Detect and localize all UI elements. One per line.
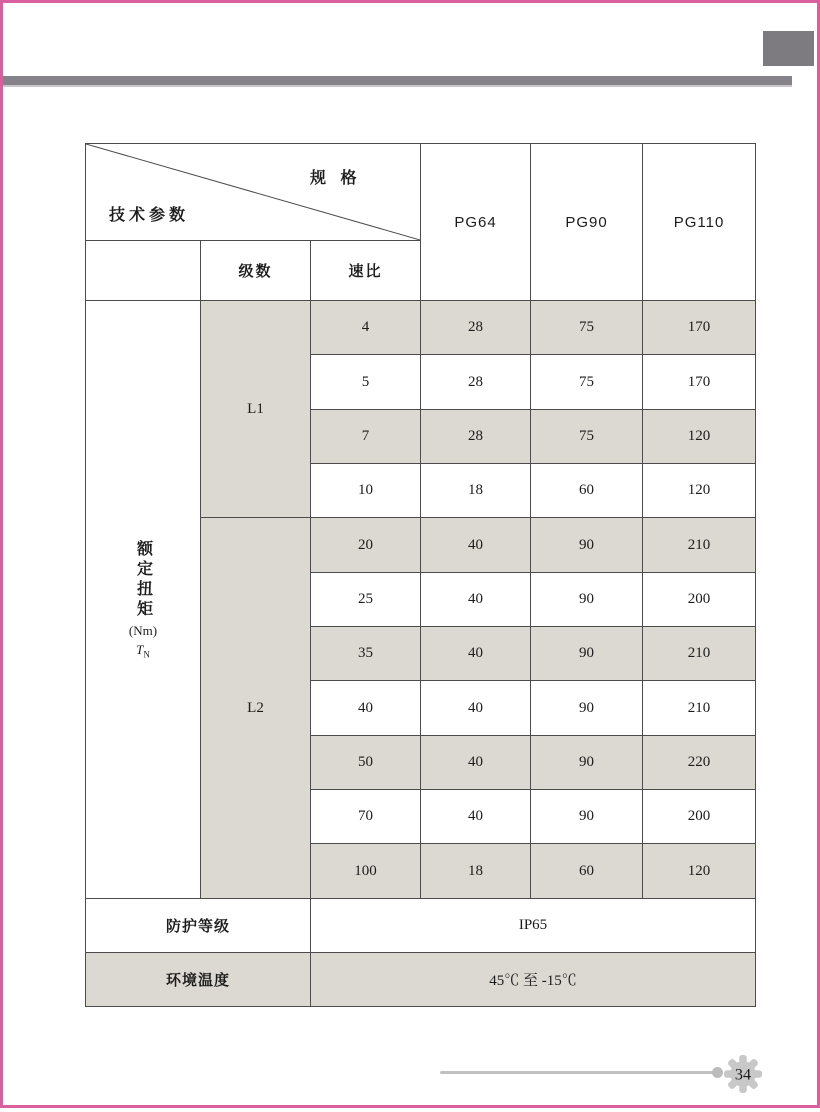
torque-unit: (Nm) xyxy=(128,622,158,638)
table-row xyxy=(86,301,756,355)
protection-class-value: IP65 xyxy=(311,898,756,952)
pg90-cell: 60 xyxy=(531,844,643,898)
pg64-cell: 40 xyxy=(421,572,531,626)
stage-header-cell: 级数 xyxy=(201,241,311,301)
pg110-cell: 210 xyxy=(643,627,756,681)
column-header-pg110: PG110 xyxy=(643,144,756,301)
ratio-cell: 20 xyxy=(311,518,421,572)
empty-header-cell xyxy=(86,241,201,301)
corner-gray-block xyxy=(763,31,814,66)
protection-class-label: 防护等级 xyxy=(86,898,311,952)
pg90-cell: 75 xyxy=(531,409,643,463)
pg64-cell: 40 xyxy=(421,790,531,844)
pg90-cell: 90 xyxy=(531,627,643,681)
pg110-cell: 200 xyxy=(643,572,756,626)
pg64-cell: 40 xyxy=(421,627,531,681)
pg110-cell: 220 xyxy=(643,735,756,789)
pg90-cell: 90 xyxy=(531,518,643,572)
stage-cell: L1 xyxy=(201,301,311,518)
header-row-1 xyxy=(86,144,756,241)
gear-page-number-badge xyxy=(724,1055,762,1093)
torque-title: 额定扭矩 xyxy=(134,539,152,620)
pg64-cell: 28 xyxy=(421,355,531,409)
pg110-cell: 120 xyxy=(643,464,756,518)
footer-rule-line xyxy=(440,1071,716,1074)
torque-symbol-main: T xyxy=(136,641,144,657)
pg110-cell: 210 xyxy=(643,518,756,572)
stage-cell: L2 xyxy=(201,518,311,898)
pg110-cell: 170 xyxy=(643,301,756,355)
ratio-cell: 40 xyxy=(311,681,421,735)
ratio-cell: 100 xyxy=(311,844,421,898)
table-head xyxy=(86,144,756,301)
ratio-cell: 35 xyxy=(311,627,421,681)
diagonal-label-params: 技术参数 xyxy=(109,207,190,224)
pg110-cell: 200 xyxy=(643,790,756,844)
diagonal-line xyxy=(86,144,420,240)
ratio-header-cell: 速比 xyxy=(311,241,421,301)
ambient-temperature-label: 环境温度 xyxy=(86,952,311,1006)
torque-symbol-sub: N xyxy=(143,649,150,660)
ratio-cell: 10 xyxy=(311,464,421,518)
ratio-cell: 50 xyxy=(311,735,421,789)
footer-rule-dot xyxy=(712,1067,723,1078)
pg64-cell: 18 xyxy=(421,464,531,518)
table-footer xyxy=(86,898,756,1006)
pg64-cell: 40 xyxy=(421,681,531,735)
ambient-temperature-value: 45℃ 至 -15℃ xyxy=(311,952,756,1006)
page-number: 34 xyxy=(734,1066,752,1084)
spec-table xyxy=(85,143,756,1007)
pg90-cell: 90 xyxy=(531,681,643,735)
pg110-cell: 120 xyxy=(643,844,756,898)
pg90-cell: 75 xyxy=(531,355,643,409)
header-gray-bar xyxy=(3,76,792,87)
pg90-cell: 90 xyxy=(531,572,643,626)
pg90-cell: 60 xyxy=(531,464,643,518)
pg110-cell: 170 xyxy=(643,355,756,409)
pg110-cell: 120 xyxy=(643,409,756,463)
ambient-temperature-row xyxy=(86,952,756,1006)
pg64-cell: 40 xyxy=(421,518,531,572)
torque-header-cell xyxy=(86,301,201,899)
diagonal-header-cell xyxy=(86,144,421,241)
pg90-cell: 90 xyxy=(531,735,643,789)
pg90-cell: 75 xyxy=(531,301,643,355)
protection-class-row xyxy=(86,898,756,952)
column-header-pg90: PG90 xyxy=(531,144,643,301)
column-header-pg64: PG64 xyxy=(421,144,531,301)
ratio-cell: 4 xyxy=(311,301,421,355)
ratio-cell: 25 xyxy=(311,572,421,626)
ratio-cell: 7 xyxy=(311,409,421,463)
pg64-cell: 28 xyxy=(421,301,531,355)
table-body xyxy=(86,301,756,899)
torque-symbol xyxy=(136,642,150,660)
pg64-cell: 28 xyxy=(421,409,531,463)
pg110-cell: 210 xyxy=(643,681,756,735)
pg64-cell: 40 xyxy=(421,735,531,789)
pg90-cell: 90 xyxy=(531,790,643,844)
pg64-cell: 18 xyxy=(421,844,531,898)
torque-label-stack xyxy=(86,540,200,660)
ratio-cell: 70 xyxy=(311,790,421,844)
ratio-cell: 5 xyxy=(311,355,421,409)
diagonal-label-spec: 规 格 xyxy=(310,170,362,187)
